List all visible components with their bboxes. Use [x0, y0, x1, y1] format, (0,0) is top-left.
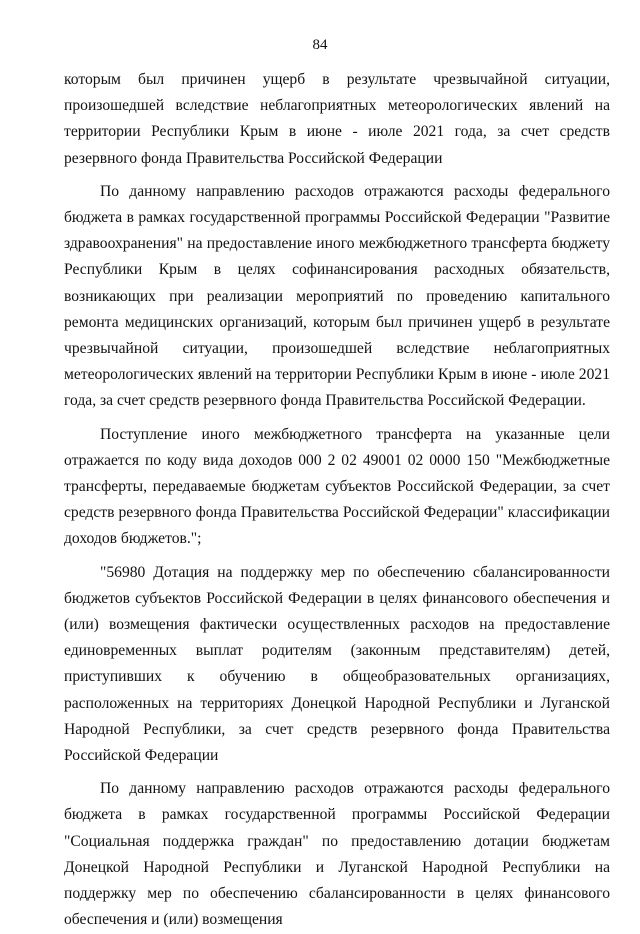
page-number: 84 — [312, 37, 328, 53]
document-body — [64, 67, 610, 934]
paragraph-expenses-social-support: По данному направлению расходов отражаются расходы федерального бюджета в рамках государственной программы Российской Федерации "Социальная поддержка граждан" по предоставлению дотации бюджетам Донецкой Народной Республики и Луганской Народной Республики на поддержку мер по обеспечению сбалансированности в целях финансового обеспечения и (или) возмещения — [64, 780, 610, 929]
paragraph-code-56980: "56980 Дотация на поддержку мер по обеспечению сбалансированности бюджетов субъектов Российской Федерации в целях финансового обеспечения и (или) возмещения фактически осуществленных расходов на предоставление единовременных выплат родителям (законным представителям) детей, приступивших к обучению в общеобразовательных организациях, расположенных на территориях Донецкой Народной Республики и Луганской Народной Республики, за счет средств резервного фонда Правительства Российской Федерации — [64, 563, 610, 765]
paragraph-continuation: которым был причинен ущерб в результате чрезвычайной ситуации, произошедшей вследствие неблагоприятных метеорологических явлений на территории Республики Крым в июне - июле 2021 года, за счет средств резервного фонда Правительства Российской Федерации — [64, 71, 610, 167]
paragraph-expenses-healthcare: По данному направлению расходов отражаются расходы федерального бюджета в рамках государственной программы Российской Федерации "Развитие здравоохранения" на предоставление иного межбюджетного трансферта бюджету Республики Крым в целях софинансирования расходных обязательств, возникающих при реализации мероприятий по проведению капитального ремонта медицинских организаций, которым был причинен ущерб в результате чрезвычайной ситуации, произошедшей вследствие неблагоприятных метеорологических явлений на территории Республики Крым в июне - июле 2021 года, за счет средств резервного фонда Правительства Российской Федерации. — [64, 182, 610, 410]
paragraph-transfer-income-code: Поступление иного межбюджетного трансферта на указанные цели отражается по коду вида доходов 000 2 02 49001 02 0000 150 "Межбюджетные трансферты, передаваемые бюджетам субъектов Российской Федерации, за счет средств резервного фонда Правительства Российской Федерации" классификации доходов бюджетов."; — [64, 425, 610, 548]
